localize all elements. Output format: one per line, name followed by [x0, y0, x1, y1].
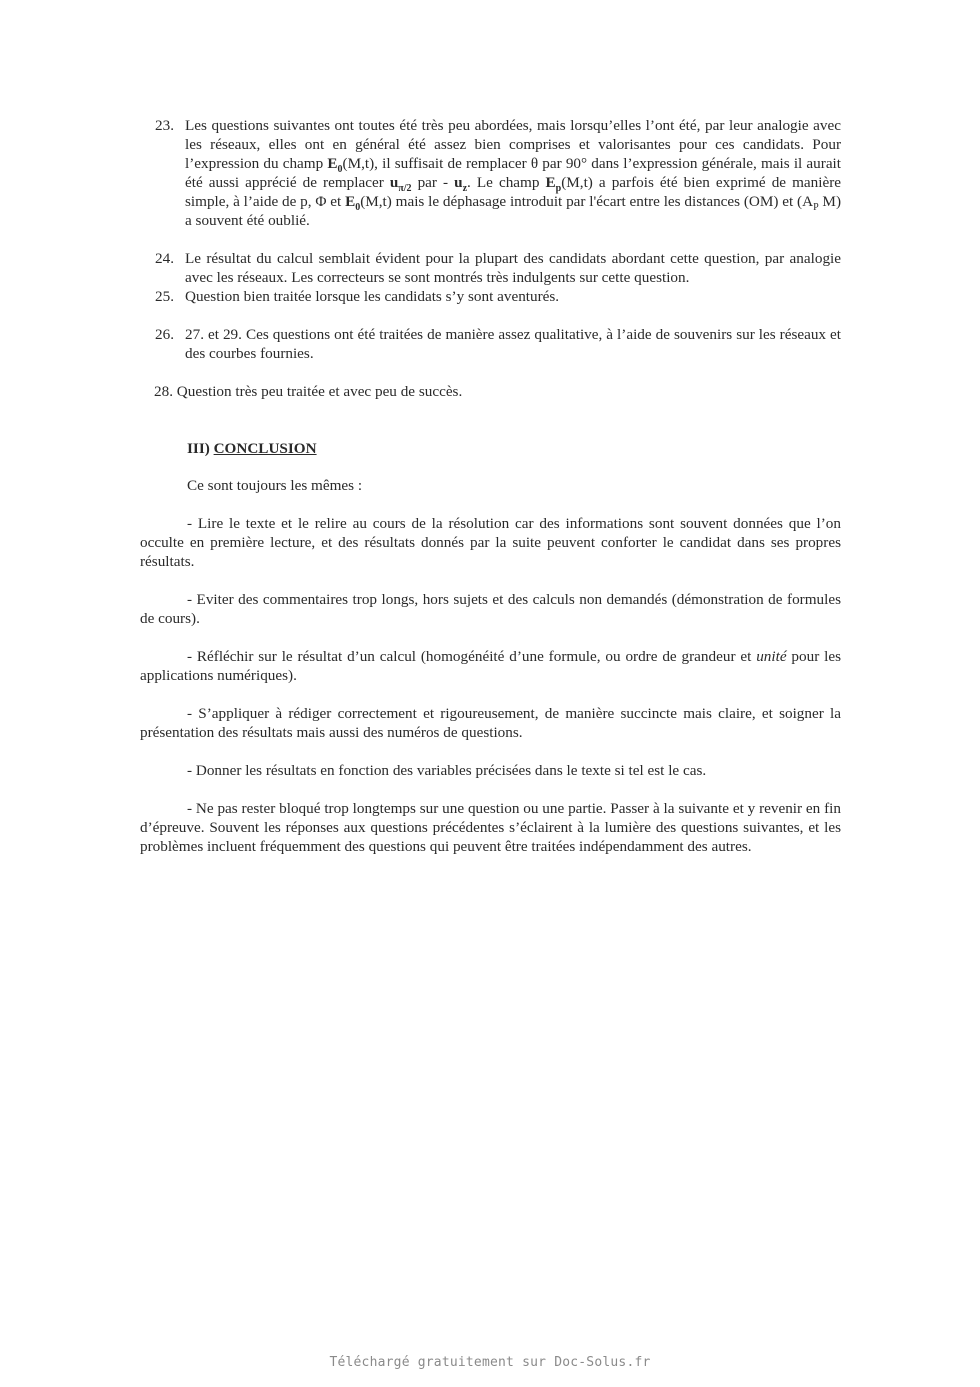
list-item-25: [140, 287, 841, 306]
conclusion-paragraph: - Eviter des commentaires trop longs, hors sujets et des calculs non demandés (démonstration de formules de cours).: [140, 591, 841, 627]
item-number: 26.: [155, 326, 174, 343]
section-title: CONCLUSION: [213, 440, 317, 457]
item-number: 25.: [155, 288, 174, 305]
list-item-24: [140, 249, 841, 287]
section-heading: [140, 439, 841, 458]
download-footer: Téléchargé gratuitement sur Doc-Solus.fr: [329, 1355, 651, 1370]
report-page: [140, 116, 841, 856]
conclusion-intro: Ce sont toujours les mêmes :: [187, 477, 363, 494]
conclusion-paragraph: - Réfléchir sur le résultat d’un calcul (homogénéité d’une formule, ou ordre de grandeur et unité pour les applications numériques).: [140, 648, 841, 684]
item-text: 27. et 29. Ces questions ont été traitées de manière assez qualitative, à l’aide de souvenirs sur les réseaux et des courbes fournies.: [185, 326, 841, 362]
item-text: Le résultat du calcul semblait évident pour la plupart des candidats abordant cette question, par analogie avec les réseaux. Les correcteurs se sont montrés très indulgents sur cette question.: [185, 250, 841, 286]
section-number: III): [187, 440, 214, 457]
list-item-26: [140, 325, 841, 363]
conclusion-paragraph: - Donner les résultats en fonction des variables précisées dans le texte si tel est le cas.: [187, 762, 707, 779]
item-text: Les questions suivantes ont toutes été très peu abordées, mais lorsqu’elles l’ont été, par leur analogie avec les réseaux, elles ont en général été assez bien comprises et valorisantes pour ces candidats. Pour l’expression du champ $E_0(M,t)$, il suffisait de remplacer θ par 90° dans l’expression générale, mais il aurait été aussi apprécié de remplacer $u_{\pi/2}$ par - $u_z$. Le champ $E_p(M,t)$ a parfois été bien exprimé de manière simple, à l’aide de p, Φ et $E_0(M,t)$ mais le déphasage introduit par l'écart entre les distances (OM) et ($A_P$ M) a souvent été oublié.: [185, 117, 841, 229]
conclusion-paragraph: - Lire le texte et le relire au cours de la résolution car des informations sont souvent données que l’on occulte en première lecture, et des résultats donnés par la suite peuvent conforter le candidat dans ses propres résultats.: [140, 515, 841, 570]
item-number: 24.: [155, 250, 174, 267]
conclusion-paragraph: - Ne pas rester bloqué trop longtemps sur une question ou une partie. Passer à la suivante et y revenir en fin d’épreuve. Souvent les réponses aux questions précédentes s’éclairent à la lumière des questions suivantes, et les problèmes incluent fréquemment des questions qui peuvent être traitées indépendamment des autres.: [140, 800, 841, 855]
list-item-28: 28. Question très peu traitée et avec peu de succès.: [154, 383, 463, 400]
list-item-23: [140, 116, 841, 230]
conclusion-paragraph: - S’appliquer à rédiger correctement et rigoureusement, de manière succincte mais claire, et soigner la présentation des résultats mais aussi des numéros de questions.: [140, 705, 841, 741]
item-number: 23.: [155, 117, 174, 134]
item-text: Question bien traitée lorsque les candidats s’y sont aventurés.: [185, 288, 560, 305]
